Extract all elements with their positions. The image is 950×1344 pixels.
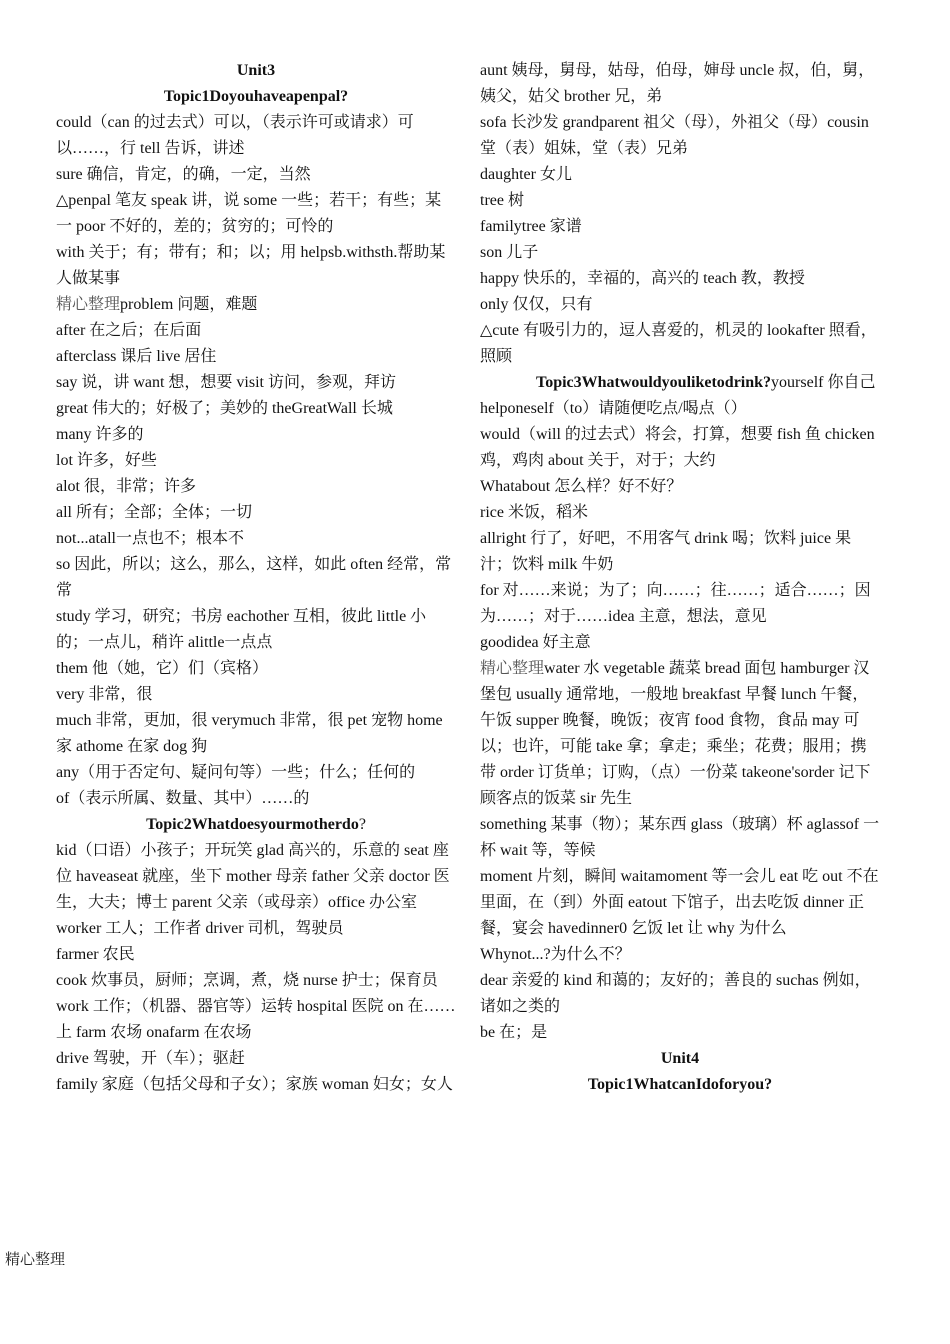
section-heading [56, 84, 456, 110]
vocab-entry [56, 708, 456, 760]
vocab-entry [56, 318, 456, 344]
vocab-entry [56, 552, 456, 604]
vocab-text: so 因此，所以；这么，那么，这样，如此 often 经常，常常 [56, 556, 452, 599]
vocab-entry [56, 682, 456, 708]
vocab-text: say 说，讲 want 想，想要 visit 访问，参观，拜访 [56, 374, 396, 391]
vocab-text: many 许多的 [56, 426, 144, 443]
vocab-entry [480, 58, 880, 110]
vocab-entry [480, 942, 880, 968]
vocab-text: great 伟大的；好极了；美妙的 theGreatWall 长城 [56, 400, 393, 417]
vocab-text: dear 亲爱的 kind 和蔼的；友好的；善良的 suchas 例如，诸如之类的 [480, 972, 871, 1015]
vocab-entry [480, 422, 880, 474]
section-heading [480, 1046, 880, 1072]
vocab-entry [56, 474, 456, 500]
heading-text: Topic1Doyouhaveapenpal? [163, 88, 349, 105]
vocab-text: water 水 vegetable 蔬菜 bread 面包 hamburger 汉堡包 usually 通常地，一般地 breakfast 早餐 lunch 午餐，午饭 supper 晚餐，晚饭；夜宵 food 食物，食品 may 可以；也许，可能 take 拿；拿走；乘坐；花费；服用；携带 order 订货单；订购，（点）一份菜 takeone'sorder 记下顾客点的饭菜 sir 先生 [480, 660, 871, 807]
vocab-text: lot 许多，好些 [56, 452, 157, 469]
vocab-entry [480, 968, 880, 1020]
vocab-text: all 所有；全部；全体；一切 [56, 504, 252, 521]
vocab-text: kid（口语）小孩子；开玩笑 glad 高兴的，乐意的 seat 座位 haveaseat 就座，坐下 mother 母亲 father 父亲 doctor 医生，大夫；博士 parent 父亲（或母亲）office 办公室 worker 工人；工作者 driver 司机，驾驶员 [56, 842, 450, 937]
vocab-text: Whatabout 怎么样？好不好？ [480, 478, 683, 495]
vocab-text: farmer 农民 [56, 946, 135, 963]
vocab-entry [56, 422, 456, 448]
vocab-entry [56, 604, 456, 656]
heading-text: Topic1WhatcanIdoforyou? [587, 1076, 773, 1093]
vocab-text: would（will 的过去式）将会，打算，想要 fish 鱼 chicken 鸡，鸡肉 about 关于，对于；大约 [480, 426, 875, 469]
vocab-text: be 在；是 [480, 1024, 548, 1041]
vocab-entry [480, 110, 880, 162]
vocab-text: problem 问题，难题 [120, 296, 258, 313]
vocab-entry [480, 162, 880, 188]
vocab-text: could（can 的过去式）可以，（表示许可或请求）可以……，行 tell 告诉，讲述 [56, 114, 414, 157]
vocab-text: any（用于否定句、疑问句等）一些；什么；任何的 [56, 764, 416, 781]
vocab-entry [56, 656, 456, 682]
vocab-text: work 工作；（机器、器官等）运转 hospital 医院 on 在……上 farm 农场 onafarm 在农场 [56, 998, 456, 1041]
vocab-entry [56, 526, 456, 552]
section-heading [56, 58, 456, 84]
vocab-entry [56, 994, 456, 1046]
vocab-entry [480, 630, 880, 656]
vocab-entry [480, 1020, 880, 1046]
vocab-entry [480, 240, 880, 266]
vocab-entry [56, 500, 456, 526]
vocab-entry [56, 110, 456, 162]
vocab-entry [480, 214, 880, 240]
vocab-text: yourself 你自己 [771, 374, 876, 391]
heading-text: Topic3Whatwouldyouliketodrink? [536, 374, 772, 391]
vocab-text: after 在之后；在后面 [56, 322, 202, 339]
vocab-text: cook 炊事员，厨师；烹调，煮，烧 nurse 护士；保育员 [56, 972, 438, 989]
section-heading [56, 812, 456, 838]
vocab-text: of（表示所属、数量、其中）……的 [56, 790, 310, 807]
vocab-text: rice 米饭，稻米 [480, 504, 588, 521]
vocab-entry [56, 942, 456, 968]
vocab-text: △cute 有吸引力的，逗人喜爱的，机灵的 lookafter 照看，照顾 [480, 322, 877, 365]
vocab-entry [480, 526, 880, 578]
vocab-text: son 儿子 [480, 244, 539, 261]
vocab-entry [56, 292, 456, 318]
vocab-entry [56, 162, 456, 188]
vocab-text: moment 片刻，瞬间 waitamoment 等一会儿 eat 吃 out 不在里面，在（到）外面 eatout 下馆子，出去吃饭 dinner 正餐，宴会 havedinner0 乞饭 let 让 why 为什么 [480, 868, 879, 937]
vocab-text: sure 确信，肯定，的确，一定，当然 [56, 166, 311, 183]
heading-text: Unit4 [660, 1050, 700, 1067]
vocab-text: for 对……来说；为了；向……；往……；适合……；因为……；对于……idea 主意，想法，意见 [480, 582, 871, 625]
heading-text: Topic2Whatdoesyourmotherdo [146, 816, 359, 833]
vocab-text: daughter 女儿 [480, 166, 572, 183]
vocab-text: very 非常，很 [56, 686, 153, 703]
vocab-entry [480, 812, 880, 864]
vocab-text: afterclass 课后 live 居住 [56, 348, 217, 365]
vocab-text: Whynot...?为什么不？ [480, 946, 631, 963]
vocab-text: familytree 家谱 [480, 218, 582, 235]
vocab-text: alot 很，非常；许多 [56, 478, 196, 495]
vocab-entry [56, 188, 456, 240]
vocab-entry [480, 266, 880, 292]
vocab-entry [480, 396, 880, 422]
vocab-text: tree 树 [480, 192, 524, 209]
section-heading-inline [480, 370, 880, 396]
vocab-text: with 关于；有；带有；和；以；用 helpsb.withsth.帮助某人做某事 [56, 244, 446, 287]
vocab-entry [480, 474, 880, 500]
vocab-text: goodidea 好主意 [480, 634, 591, 651]
vocab-entry [480, 656, 880, 812]
section-heading [480, 1072, 880, 1098]
vocab-entry [56, 1046, 456, 1072]
vocab-text: happy 快乐的，幸福的，高兴的 teach 教，教授 [480, 270, 805, 287]
vocab-text: drive 驾驶，开（车）；驱赶 [56, 1050, 245, 1067]
vocab-entry [480, 318, 880, 370]
vocab-entry [56, 760, 456, 786]
vocab-text: not...atall一点也不；根本不 [56, 530, 244, 547]
vocab-entry [56, 240, 456, 292]
vocab-text: them 他（她，它）们（宾格） [56, 660, 268, 677]
vocab-entry [480, 864, 880, 942]
footer-watermark: 精心整理 [5, 1252, 66, 1268]
vocab-text: much 非常，更加，很 verymuch 非常，很 pet 宠物 home 家 athome 在家 dog 狗 [56, 712, 443, 755]
vocab-entry [56, 1072, 456, 1098]
vocab-text: △penpal 笔友 speak 讲，说 some 一些；若干；有些；某一 poor 不好的，差的；贫穷的；可怜的 [56, 192, 442, 235]
vocab-text: sofa 长沙发 grandparent 祖父（母），外祖父（母）cousin 堂（表）姐妹，堂（表）兄弟 [480, 114, 869, 157]
vocab-entry [480, 188, 880, 214]
vocab-entry [56, 396, 456, 422]
vocab-entry [56, 786, 456, 812]
vocab-text: something 某事（物）；某东西 glass（玻璃）杯 aglassof 一杯 wait 等，等候 [480, 816, 880, 859]
right-column [480, 58, 880, 1098]
vocab-text: aunt 姨母，舅母，姑母，伯母，婶母 uncle 叔，伯，舅，姨父，姑父 brother 兄，弟 [480, 62, 875, 105]
vocab-text: helponeself（to）请随便吃点/喝点（） [480, 400, 747, 417]
watermark-label: 精心整理 [480, 660, 545, 677]
vocab-text: family 家庭（包括父母和子女）；家族 woman 妇女；女人 [56, 1076, 453, 1093]
vocab-entry [56, 370, 456, 396]
vocab-entry [56, 968, 456, 994]
vocab-entry [56, 448, 456, 474]
vocab-entry [480, 292, 880, 318]
vocab-entry [56, 344, 456, 370]
vocab-text: only 仅仅，只有 [480, 296, 593, 313]
heading-suffix: ? [358, 816, 366, 833]
left-column [56, 58, 456, 1098]
heading-text: Unit3 [236, 62, 276, 79]
vocab-text: study 学习，研究；书房 eachother 互相，彼此 little 小的；一点儿，稍许 alittle一点点 [56, 608, 427, 651]
vocab-entry [480, 578, 880, 630]
vocab-text: allright 行了，好吧，不用客气 drink 喝；饮料 juice 果汁；饮料 milk 牛奶 [480, 530, 852, 573]
vocab-entry [56, 838, 456, 942]
vocab-entry [480, 500, 880, 526]
watermark-label: 精心整理 [56, 296, 121, 313]
